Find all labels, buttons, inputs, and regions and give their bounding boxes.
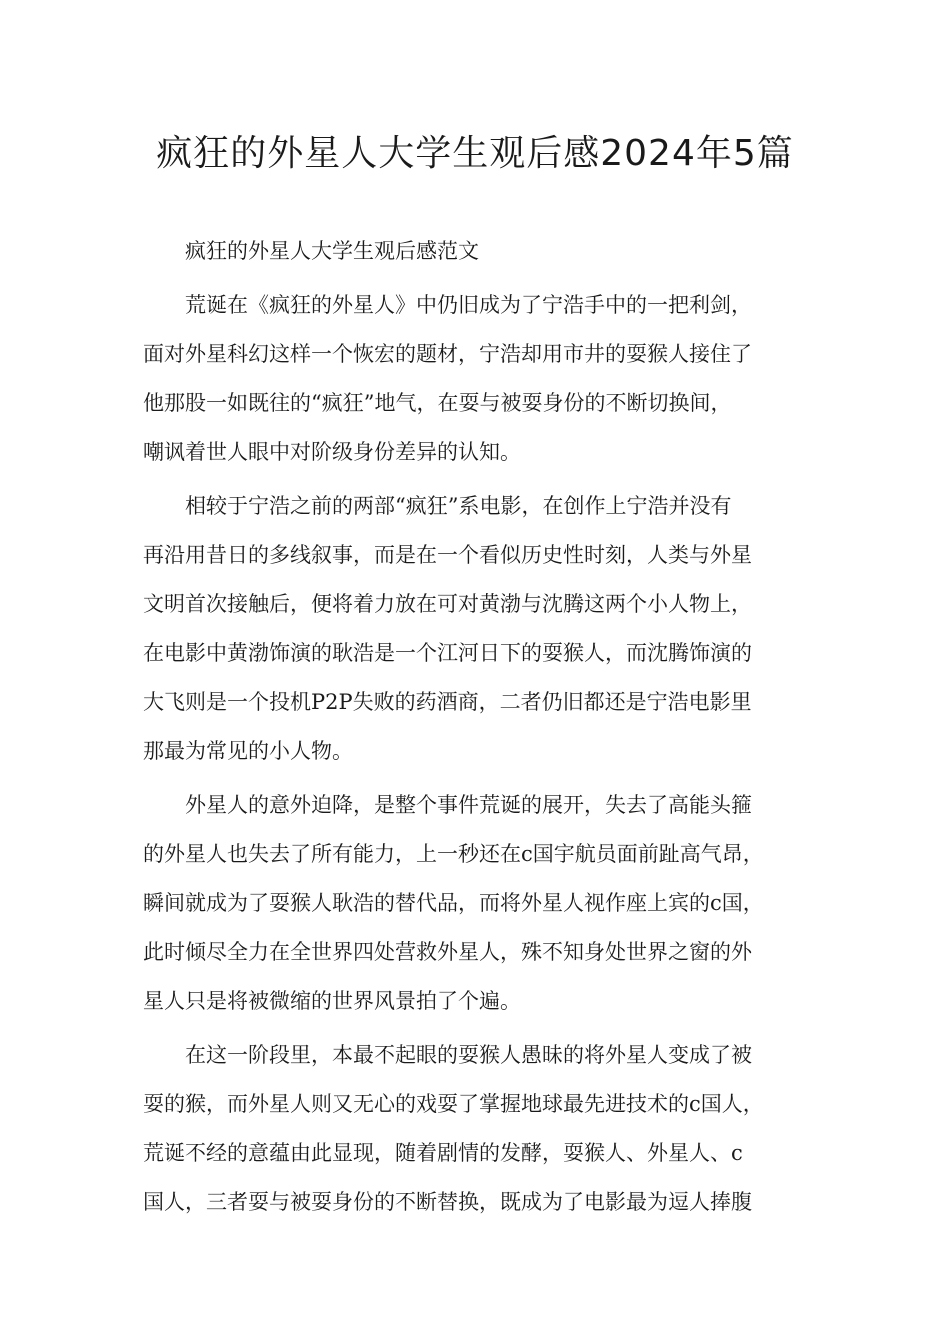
paragraph-line: 再沿用昔日的多线叙事，而是在一个看似历史性时刻，人类与外星 — [143, 543, 752, 567]
paragraph-line: 瞬间就成为了耍猴人耿浩的替代品，而将外星人视作座上宾的c国， — [143, 891, 764, 915]
paragraph-line: 那最为常见的小人物。 — [143, 739, 353, 763]
paragraph-line: 国人，三者耍与被耍身份的不断替换，既成为了电影最为逗人捧腹 — [143, 1190, 752, 1214]
paragraph-line: 荒诞不经的意蕴由此显现，随着剧情的发酵，耍猴人、外星人、c — [143, 1141, 743, 1165]
paragraph-line: 在电影中黄渤饰演的耿浩是一个江河日下的耍猴人，而沈腾饰演的 — [143, 641, 752, 665]
paragraph-line: 在这一阶段里，本最不起眼的耍猴人愚昧的将外星人变成了被 — [185, 1043, 752, 1067]
document-body — [143, 227, 811, 1227]
paragraph-line: 他那股一如既往的“疯狂”地气，在耍与被耍身份的不断切换间， — [143, 391, 732, 415]
paragraph-line: 相较于宁浩之前的两部“疯狂”系电影，在创作上宁浩并没有 — [185, 494, 732, 518]
paragraph-line: 外星人的意外迫降，是整个事件荒诞的展开，失去了高能头箍 — [185, 793, 752, 817]
paragraph — [143, 227, 811, 276]
paragraph — [143, 1031, 811, 1227]
paragraph-line: 的外星人也失去了所有能力，上一秒还在c国宇航员面前趾高气昂， — [143, 842, 764, 866]
paragraph-line: 耍的猴，而外星人则又无心的戏耍了掌握地球最先进技术的c国人， — [143, 1092, 764, 1116]
paragraph-line: 此时倾尽全力在全世界四处营救外星人，殊不知身处世界之窗的外 — [143, 940, 752, 964]
document-title: 疯狂的外星人大学生观后感2024年5篇 — [156, 133, 794, 174]
paragraph — [143, 482, 811, 776]
paragraph-line: 文明首次接触后，便将着力放在可对黄渤与沈腾这两个小人物上， — [143, 592, 752, 616]
paragraph — [143, 281, 811, 477]
paragraph-line: 大飞则是一个投机P2P失败的药酒商，二者仍旧都还是宁浩电影里 — [143, 690, 752, 714]
paragraph-line: 荒诞在《疯狂的外星人》中仍旧成为了宁浩手中的一把利剑， — [185, 293, 752, 317]
paragraph-line: 嘲讽着世人眼中对阶级身份差异的认知。 — [143, 440, 521, 464]
paragraph-line: 星人只是将被微缩的世界风景拍了个遍。 — [143, 989, 521, 1013]
paragraph — [143, 781, 811, 1026]
paragraph-line: 面对外星科幻这样一个恢宏的题材，宁浩却用市井的耍猴人接住了 — [143, 342, 752, 366]
paragraph-line: 疯狂的外星人大学生观后感范文 — [185, 239, 479, 263]
